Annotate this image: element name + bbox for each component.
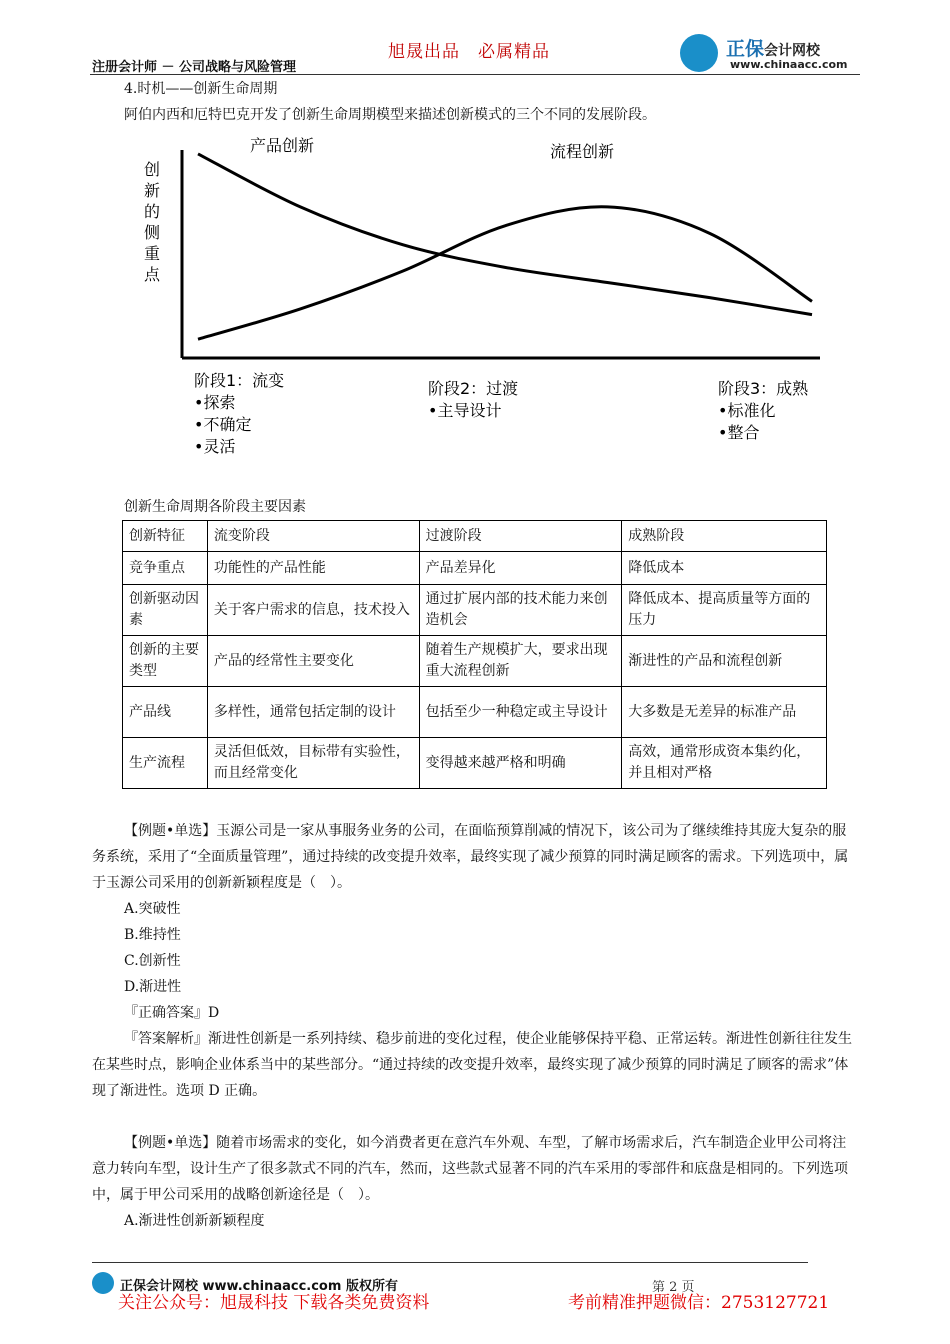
option-c: C.创新性 bbox=[124, 953, 181, 969]
chart-svg bbox=[130, 125, 830, 465]
answer-analysis: 『答案解析』渐进性创新是一系列持续、稳步前进的变化过程，使企业能够保持平稳、正常运转。渐进性创新往往发生在某些时点，影响企业体系当中的某些部分。“通过持续的改变提升效率，最终实现了减少预算的同时满足了顾客的需求”体现了渐进性。选项 D 正确。 bbox=[92, 1031, 852, 1099]
table-cell: 竞争重点 bbox=[123, 552, 208, 585]
table-cell: 多样性，通常包括定制的设计 bbox=[207, 687, 419, 738]
logo-name-main: 正保 bbox=[726, 38, 765, 60]
stage-bullet: •整合 bbox=[718, 423, 760, 442]
table-row bbox=[123, 687, 827, 738]
logo-url: www.chinaacc.com bbox=[730, 58, 848, 71]
question-2 bbox=[92, 1130, 860, 1234]
table-cell: 关于客户需求的信息，技术投入 bbox=[207, 585, 419, 636]
table-cell: 产品差异化 bbox=[419, 552, 622, 585]
table-cell: 随着生产规模扩大，要求出现重大流程创新 bbox=[419, 636, 622, 687]
option-a: A.突破性 bbox=[124, 901, 181, 917]
innovation-lifecycle-chart bbox=[130, 125, 830, 465]
stage-bullet: •主导设计 bbox=[428, 401, 502, 420]
header-slogan: 旭晟出品 必属精品 bbox=[388, 42, 550, 62]
stage-title: 阶段3：成熟 bbox=[718, 379, 809, 398]
stage-title: 阶段2：过渡 bbox=[428, 379, 519, 398]
table-cell: 创新驱动因素 bbox=[123, 585, 208, 636]
table-row bbox=[123, 738, 827, 789]
section-intro: 阿伯内西和厄特巴克开发了创新生命周期模型来描述创新模式的三个不同的发展阶段。 bbox=[124, 107, 656, 123]
table-cell: 创新的主要类型 bbox=[123, 636, 208, 687]
innovation-factors-table bbox=[122, 520, 827, 789]
series-label: 产品创新 bbox=[250, 136, 315, 155]
y-axis-label-char: 侧 bbox=[143, 223, 161, 242]
table-caption: 创新生命周期各阶段主要因素 bbox=[124, 499, 306, 515]
table-row bbox=[123, 636, 827, 687]
table-cell: 变得越来越严格和明确 bbox=[419, 738, 622, 789]
page-number: 第 2 页 bbox=[652, 1280, 695, 1295]
section-heading: 4.时机——创新生命周期 bbox=[124, 81, 278, 97]
question-1 bbox=[92, 818, 860, 1104]
option-a: A.渐进性创新新颖程度 bbox=[124, 1213, 265, 1229]
y-axis-label-char: 的 bbox=[143, 202, 161, 221]
footer-copyright: 正保会计网校 www.chinaacc.com 版权所有 bbox=[120, 1279, 398, 1294]
logo-name-suffix: 会计网校 bbox=[764, 43, 821, 59]
table-cell: 创新特征 bbox=[123, 521, 208, 552]
header-divider bbox=[90, 74, 860, 75]
logo-emblem-icon bbox=[680, 34, 718, 72]
product-innovation-line bbox=[198, 154, 812, 315]
promo-wechat-contact: 考前精准押题微信：2753127721 bbox=[568, 1293, 830, 1313]
table-cell: 过渡阶段 bbox=[419, 521, 622, 552]
table-cell: 高效，通常形成资本集约化，并且相对严格 bbox=[622, 738, 827, 789]
promo-wechat-account: 关注公众号：旭晟科技 下载各类免费资料 bbox=[118, 1293, 430, 1313]
table-cell: 通过扩展内部的技术能力来创造机会 bbox=[419, 585, 622, 636]
y-axis-label-char: 新 bbox=[143, 181, 161, 200]
table-cell: 降低成本、提高质量等方面的压力 bbox=[622, 585, 827, 636]
logo-name bbox=[726, 34, 820, 61]
y-axis-label-char: 重 bbox=[143, 244, 161, 263]
table-cell: 渐进性的产品和流程创新 bbox=[622, 636, 827, 687]
footer-divider bbox=[92, 1262, 808, 1263]
table-header-row bbox=[123, 521, 827, 552]
table-cell: 成熟阶段 bbox=[622, 521, 827, 552]
stage-bullet: •探索 bbox=[194, 393, 236, 412]
stage-bullet: •标准化 bbox=[718, 401, 776, 420]
option-d: D.渐进性 bbox=[124, 979, 182, 995]
stage-bullet: •灵活 bbox=[194, 437, 236, 456]
table-row bbox=[123, 585, 827, 636]
table-cell: 产品线 bbox=[123, 687, 208, 738]
footer-logo-icon bbox=[92, 1272, 114, 1294]
stage-title: 阶段1：流变 bbox=[194, 371, 285, 390]
table-cell: 流变阶段 bbox=[207, 521, 419, 552]
site-logo[interactable] bbox=[680, 30, 860, 74]
y-axis-label-char: 创 bbox=[143, 160, 161, 179]
question-1-stem: 【例题•单选】玉源公司是一家从事服务业务的公司，在面临预算削减的情况下，该公司为了继续维持其庞大复杂的服务系统，采用了“全面质量管理”，通过持续的改变提升效率，最终实现了减少预算的同时满足顾客的需求。下列选项中，属于玉源公司采用的创新新颖程度是（ ）。 bbox=[92, 823, 849, 891]
correct-answer: 『正确答案』D bbox=[124, 1005, 220, 1021]
series-label: 流程创新 bbox=[550, 142, 615, 161]
stage-bullet: •不确定 bbox=[194, 415, 252, 434]
table-cell: 产品的经常性主要变化 bbox=[207, 636, 419, 687]
table-cell: 功能性的产品性能 bbox=[207, 552, 419, 585]
header-course-title: 注册会计师 － 公司战略与风险管理 bbox=[92, 60, 297, 75]
question-2-stem: 【例题•单选】随着市场需求的变化，如今消费者更在意汽车外观、车型，了解市场需求后，汽车制造企业甲公司将注意力转向车型，设计生产了很多款式不同的汽车，然而，这些款式显著不同的汽车采用的零部件和底盘是相同的。下列选项中，属于甲公司采用的战略创新途径是（ ）。 bbox=[92, 1135, 848, 1203]
y-axis-label-char: 点 bbox=[143, 265, 161, 284]
option-b: B.维持性 bbox=[124, 927, 181, 943]
table-cell: 生产流程 bbox=[123, 738, 208, 789]
process-innovation-line bbox=[198, 207, 812, 339]
table-cell: 降低成本 bbox=[622, 552, 827, 585]
table-cell: 包括至少一种稳定或主导设计 bbox=[419, 687, 622, 738]
table-cell: 灵活但低效，目标带有实验性，而且经常变化 bbox=[207, 738, 419, 789]
table-cell: 大多数是无差异的标准产品 bbox=[622, 687, 827, 738]
table-row bbox=[123, 552, 827, 585]
